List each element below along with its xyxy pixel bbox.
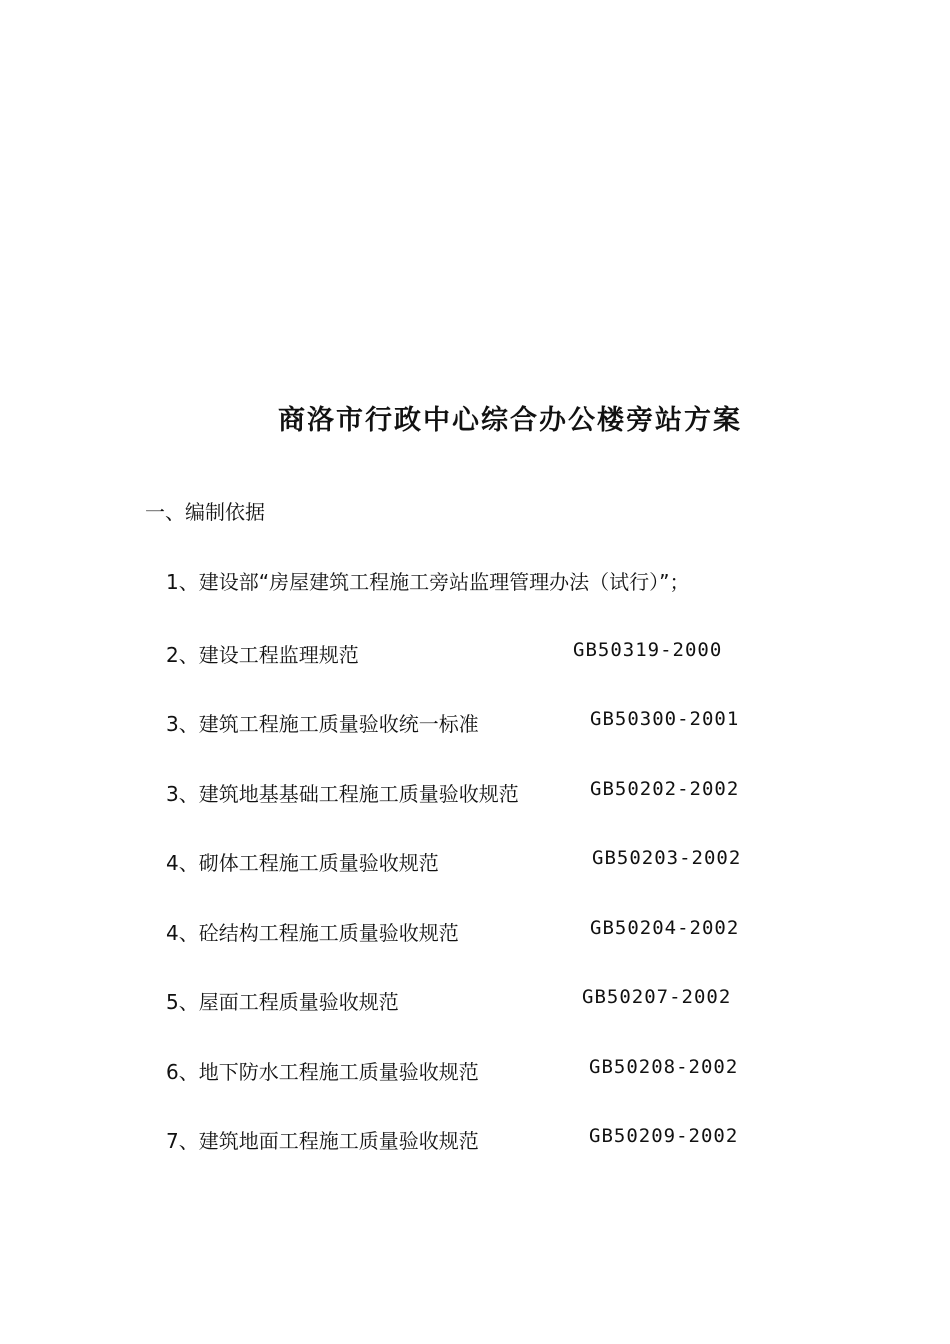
item-code: GB50207-2002 bbox=[582, 986, 732, 1008]
item-code: GB50300-2001 bbox=[590, 708, 740, 730]
item-text: 1、建设部“房屋建筑工程施工旁站监理管理办法（试行）”； bbox=[166, 570, 690, 594]
item-code: GB50208-2002 bbox=[589, 1056, 739, 1078]
item-text: 4、砼结构工程施工质量验收规范 bbox=[166, 921, 459, 945]
item-text: 5、屋面工程质量验收规范 bbox=[166, 990, 399, 1014]
section-heading: 一、编制依据 bbox=[145, 500, 265, 524]
item-code: GB50319-2000 bbox=[573, 639, 723, 661]
item-code: GB50202-2002 bbox=[590, 778, 740, 800]
item-text: 4、砌体工程施工质量验收规范 bbox=[166, 851, 439, 875]
item-text: 7、建筑地面工程施工质量验收规范 bbox=[166, 1129, 479, 1153]
item-text: 3、建筑工程施工质量验收统一标准 bbox=[166, 712, 479, 736]
item-text: 2、建设工程监理规范 bbox=[166, 643, 359, 667]
item-text: 6、地下防水工程施工质量验收规范 bbox=[166, 1060, 479, 1084]
item-code: GB50203-2002 bbox=[592, 847, 742, 869]
item-code: GB50204-2002 bbox=[590, 917, 740, 939]
item-code: GB50209-2002 bbox=[589, 1125, 739, 1147]
document-title: 商洛市行政中心综合办公楼旁站方案 bbox=[278, 405, 742, 436]
item-text: 3、建筑地基基础工程施工质量验收规范 bbox=[166, 782, 519, 806]
